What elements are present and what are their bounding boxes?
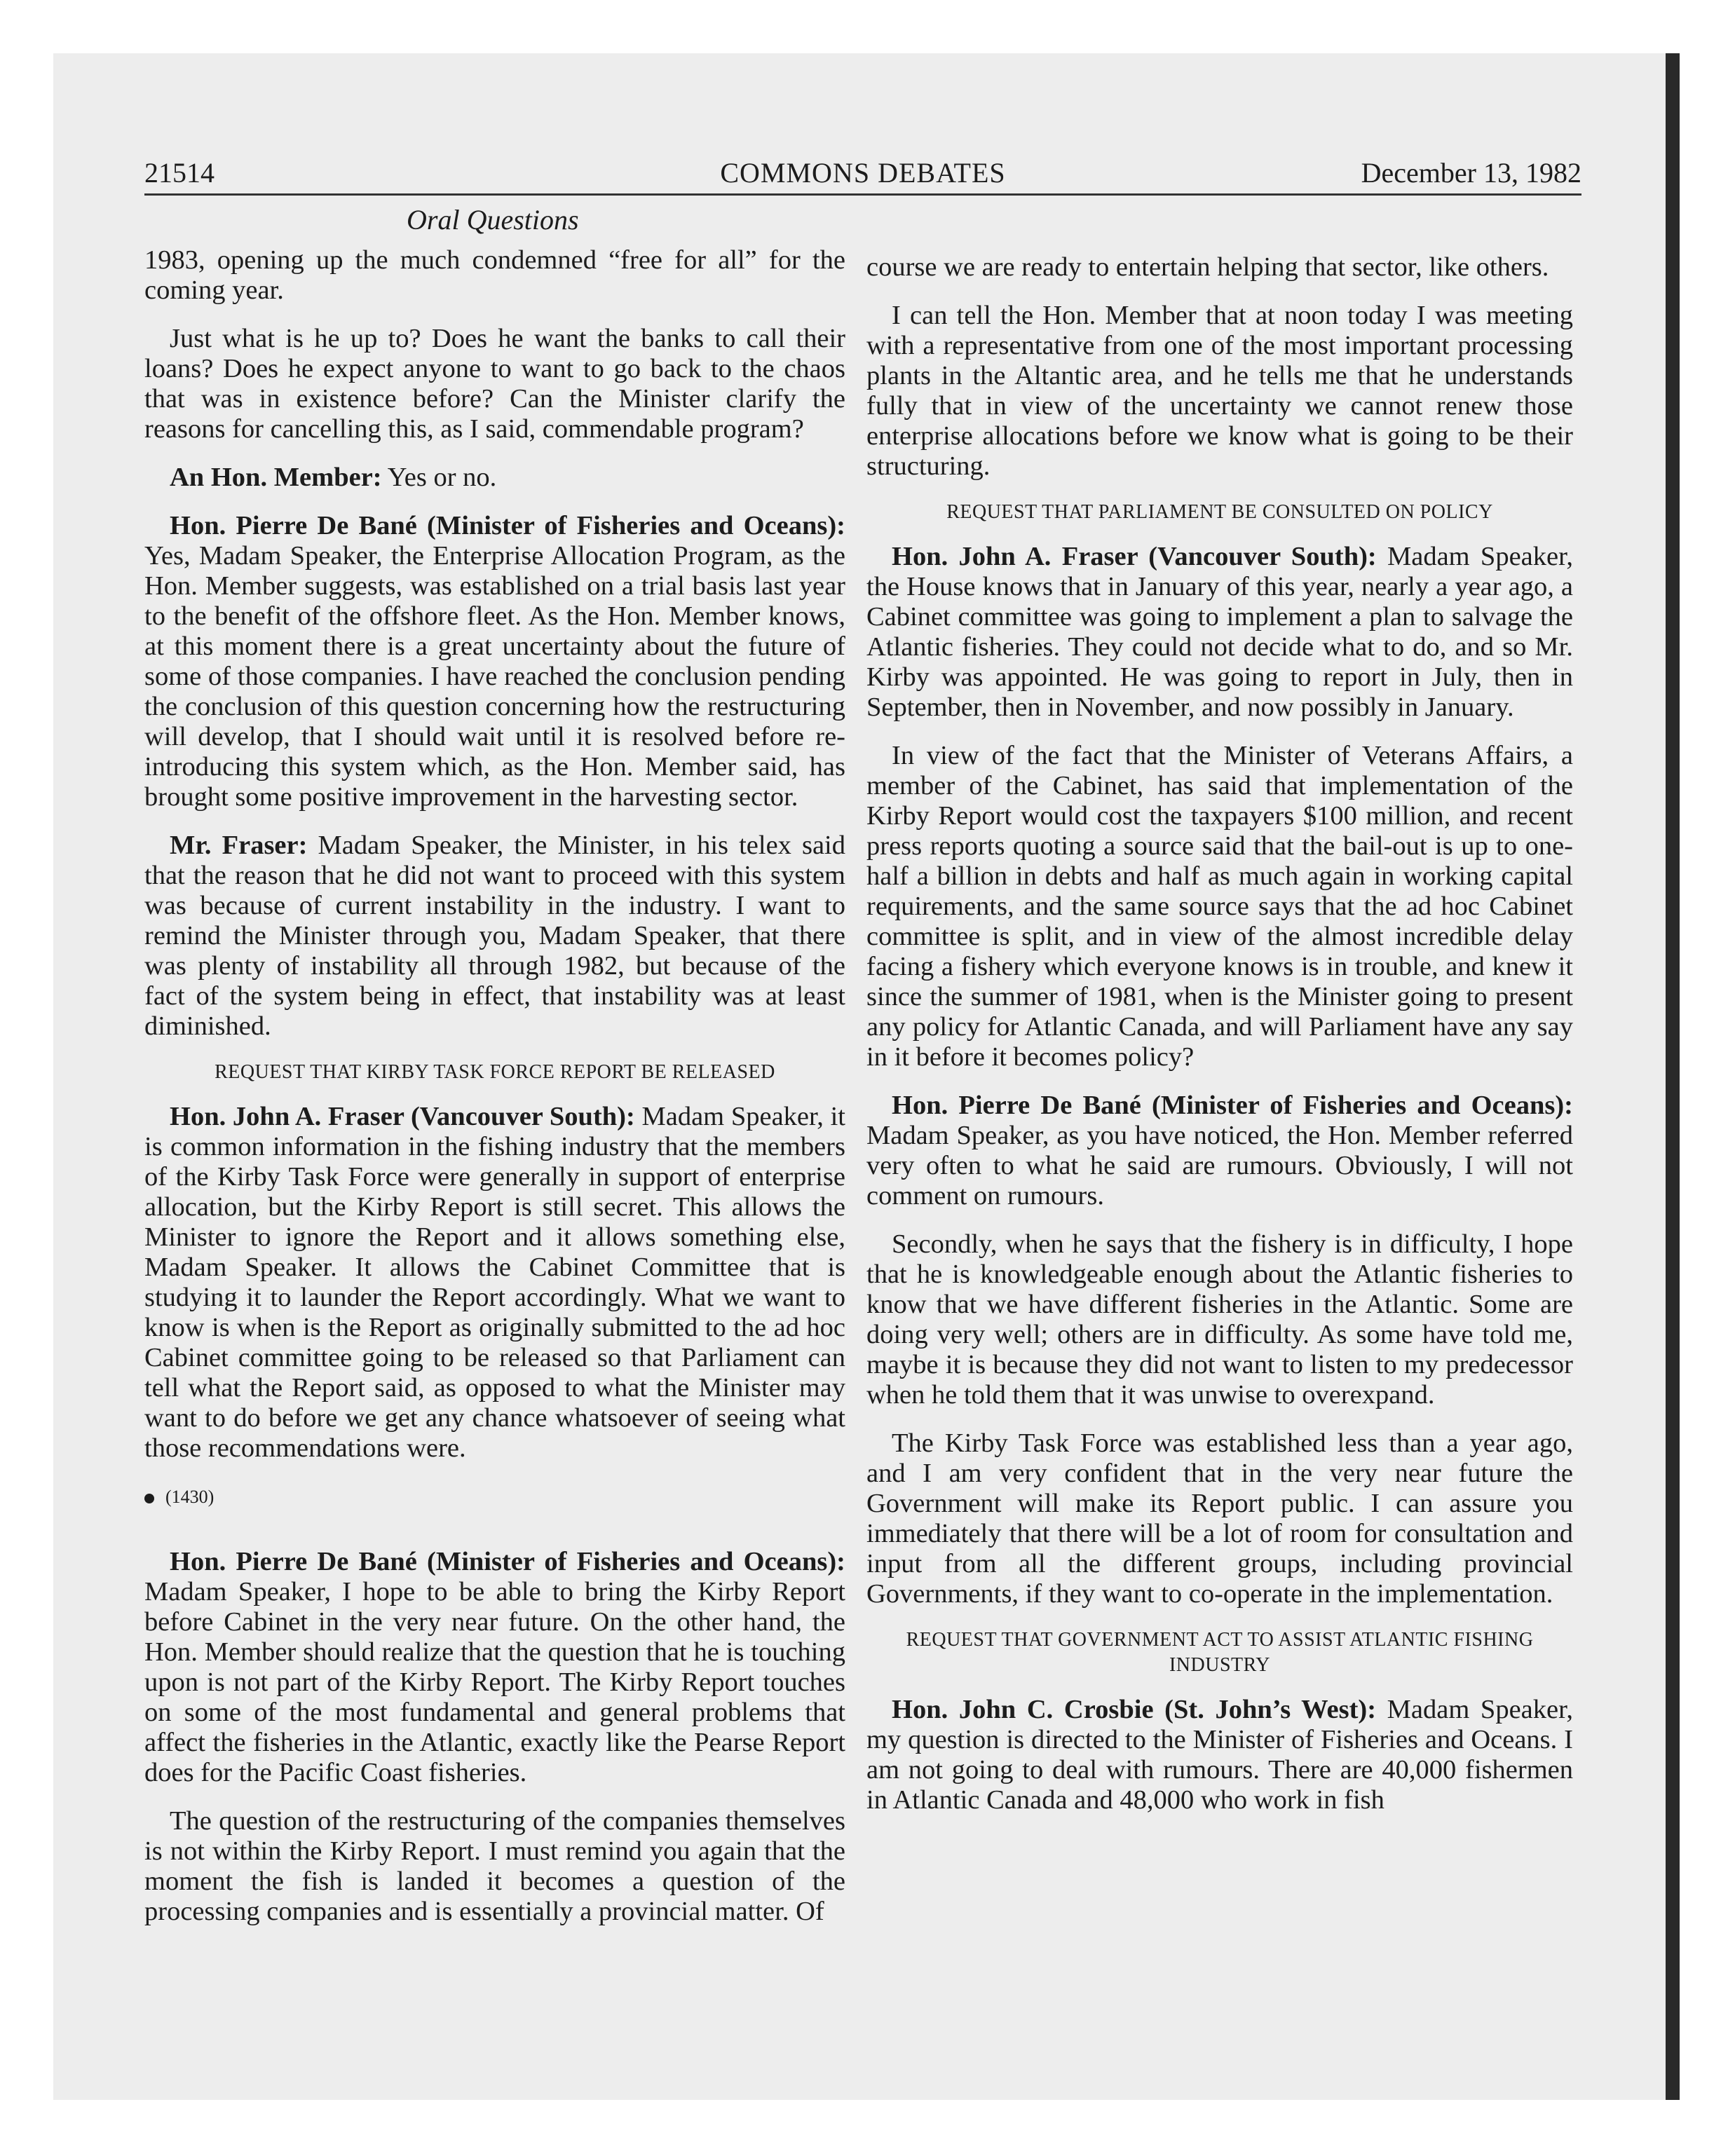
- section-heading: REQUEST THAT KIRBY TASK FORCE REPORT BE RELEASED: [215, 1061, 775, 1083]
- speech-text: Madam Speaker, I hope to be able to bring the Kirby Report before Cabinet in the very near future. On the other hand, the Hon. Member should realize that the question that he is touching upon is not part of the Kirby Report. The Kirby Report touches on some of the most fundamental and general problems that affect the fisheries in the Atlantic, exactly like the Pearse Report does for the Pacific Coast fisheries.: [144, 1577, 845, 1787]
- paragraph: [144, 1102, 845, 1464]
- speaker-name: Mr. Fraser:: [170, 831, 308, 860]
- speaker-name: Hon. Pierre De Bané (Minister of Fisheries and Oceans):: [170, 511, 845, 540]
- page-date: December 13, 1982: [1361, 157, 1581, 189]
- speaker-name: Hon. Pierre De Bané (Minister of Fisheries and Oceans):: [892, 1091, 1573, 1120]
- speaker-name: Hon. John A. Fraser (Vancouver South):: [892, 542, 1377, 571]
- section-heading: REQUEST THAT PARLIAMENT BE CONSULTED ON POLICY: [946, 501, 1493, 523]
- paragraph: I can tell the Hon. Member that at noon today I was meeting with a representative from one of the most important processing plants in the Altantic area, and he tells me that he understands fully that in view of the uncertainty we cannot renew those enterprise allocations before we know what is going to be their structuring.: [866, 301, 1573, 481]
- paragraph: [866, 1695, 1573, 1815]
- paragraph: In view of the fact that the Minister of Veterans Affairs, a member of the Cabinet, has said that implementation of the Kirby Report would cost the taxpayers $100 million, and recent press reports quoting a source said that the bail-out is up to one-half a billion in debts and half as much again in working capital requirements, and the same source says that the ad hoc Cabinet committee is split, and in view of the almost incredible delay facing a fishery which everyone knows is in trouble, and knew it since the summer of 1981, when is the Minister going to present any policy for Atlantic Canada, and will Parliament have any say in it before it becomes policy?: [866, 741, 1573, 1072]
- speech-text: Madam Speaker, the Minister, in his telex said that the reason that he did not want to proceed with this system was because of current instability in the industry. I want to remind the Minister through you, Madam Speaker, that there was plenty of instability all through 1982, but because of the fact of the system being in effect, that instability was at least diminished.: [144, 831, 846, 1041]
- speech-text: Madam Speaker, the House knows that in January of this year, nearly a year ago, a Cabinet committee was going to implement a plan to salvage the Atlantic fisheries. They could not decide what to do, and so Mr. Kirby was appointed. He was going to report in July, then in September, then in November, and now possibly in January.: [866, 542, 1573, 722]
- right-column: [866, 252, 1573, 1834]
- page-number: 21514: [144, 157, 215, 189]
- speech-text: Yes or no.: [381, 463, 497, 492]
- bullet-dot-icon: [144, 1494, 154, 1503]
- section-heading: REQUEST THAT GOVERNMENT ACT TO ASSIST ATLANTIC FISHING INDUSTRY: [906, 1629, 1534, 1676]
- left-column: [144, 245, 845, 1945]
- paragraph: [866, 542, 1573, 723]
- time-marker: [144, 1482, 845, 1512]
- speaker-name: Hon. Pierre De Bané (Minister of Fisheries and Oceans):: [170, 1547, 845, 1576]
- publication-title: COMMONS DEBATES: [720, 157, 1006, 189]
- scan-edge-bar: [1666, 53, 1680, 2100]
- speaker-name: An Hon. Member:: [170, 463, 382, 492]
- paragraph: course we are ready to entertain helping that sector, like others.: [866, 252, 1549, 282]
- paragraph: [144, 511, 845, 812]
- speaker-name: Hon. John A. Fraser (Vancouver South):: [170, 1102, 635, 1131]
- time-marker-text: (1430): [165, 1487, 215, 1507]
- speech-text: Madam Speaker, my question is directed to the Minister of Fisheries and Oceans. I am not going to deal with rumours. There are 40,000 fishermen in Atlantic Canada and 48,000 who work in fish: [866, 1695, 1574, 1815]
- paragraph: The question of the restructuring of the companies themselves is not within the Kirby Report. I must remind you again that the moment the fish is landed it becomes a question of the processing companies and is essentially a provincial matter. Of: [144, 1806, 845, 1926]
- section-label: Oral Questions: [407, 204, 579, 236]
- paragraph: Secondly, when he says that the fishery is in difficulty, I hope that he is knowledgeable enough about the Atlantic fisheries to know that we have different fisheries in the Atlantic. Some are doing very well; others are in difficulty. As some have told me, maybe it is because they did not want to listen to my predecessor when he told them that it was unwise to overexpand.: [866, 1229, 1573, 1410]
- paragraph: [866, 1091, 1573, 1211]
- speech-text: Madam Speaker, it is common information in the fishing industry that the members of the Kirby Task Force were generally in support of enterprise allocation, but the Kirby Report is still secret. This allows the Minister to ignore the Report and it allows something else, Madam Speaker. It allows the Cabinet Committee that is studying it to launder the Report accordingly. What we want to know is when is the Report as originally submitted to the ad hoc Cabinet committee going to be released so that Parliament can tell what the Report said, as opposed to what the Minister may want to do before we get any chance whatsoever of seeing what those recommendations were.: [144, 1102, 845, 1463]
- paragraph: [144, 1547, 845, 1788]
- speech-text: Yes, Madam Speaker, the Enterprise Allocation Program, as the Hon. Member suggests, was established on a trial basis last year to the benefit of the offshore fleet. As the Hon. Member knows, at this moment there is a great uncertainty about the future of some of those companies. I have reached the conclusion pending the conclusion of this question concerning how the restructuring will develop, that I should wait until it is resolved before re-introducing this system which, as the Hon. Member said, has brought some positive improvement in the harvesting sector.: [144, 541, 845, 812]
- speech-text: Madam Speaker, as you have noticed, the Hon. Member referred very often to what he said are rumours. Obviously, I will not comment on rumours.: [866, 1121, 1573, 1210]
- paragraph: The Kirby Task Force was established less than a year ago, and I am very confident that in the very near future the Government will make its Report public. I can assure you immediately that there will be a lot of room for consultation and input from all the different groups, including provincial Governments, if they want to co-operate in the implementation.: [866, 1428, 1573, 1609]
- paragraph: [144, 463, 845, 493]
- page-header: [144, 156, 1581, 196]
- paragraph: 1983, opening up the much condemned “free for all” for the coming year.: [144, 245, 845, 305]
- paragraph: [144, 831, 845, 1042]
- paragraph: Just what is he up to? Does he want the banks to call their loans? Does he expect anyone to want to go back to the chaos that was in existence before? Can the Minister clarify the reasons for cancelling this, as I said, commendable program?: [144, 324, 845, 444]
- speaker-name: Hon. John C. Crosbie (St. John’s West):: [892, 1695, 1377, 1724]
